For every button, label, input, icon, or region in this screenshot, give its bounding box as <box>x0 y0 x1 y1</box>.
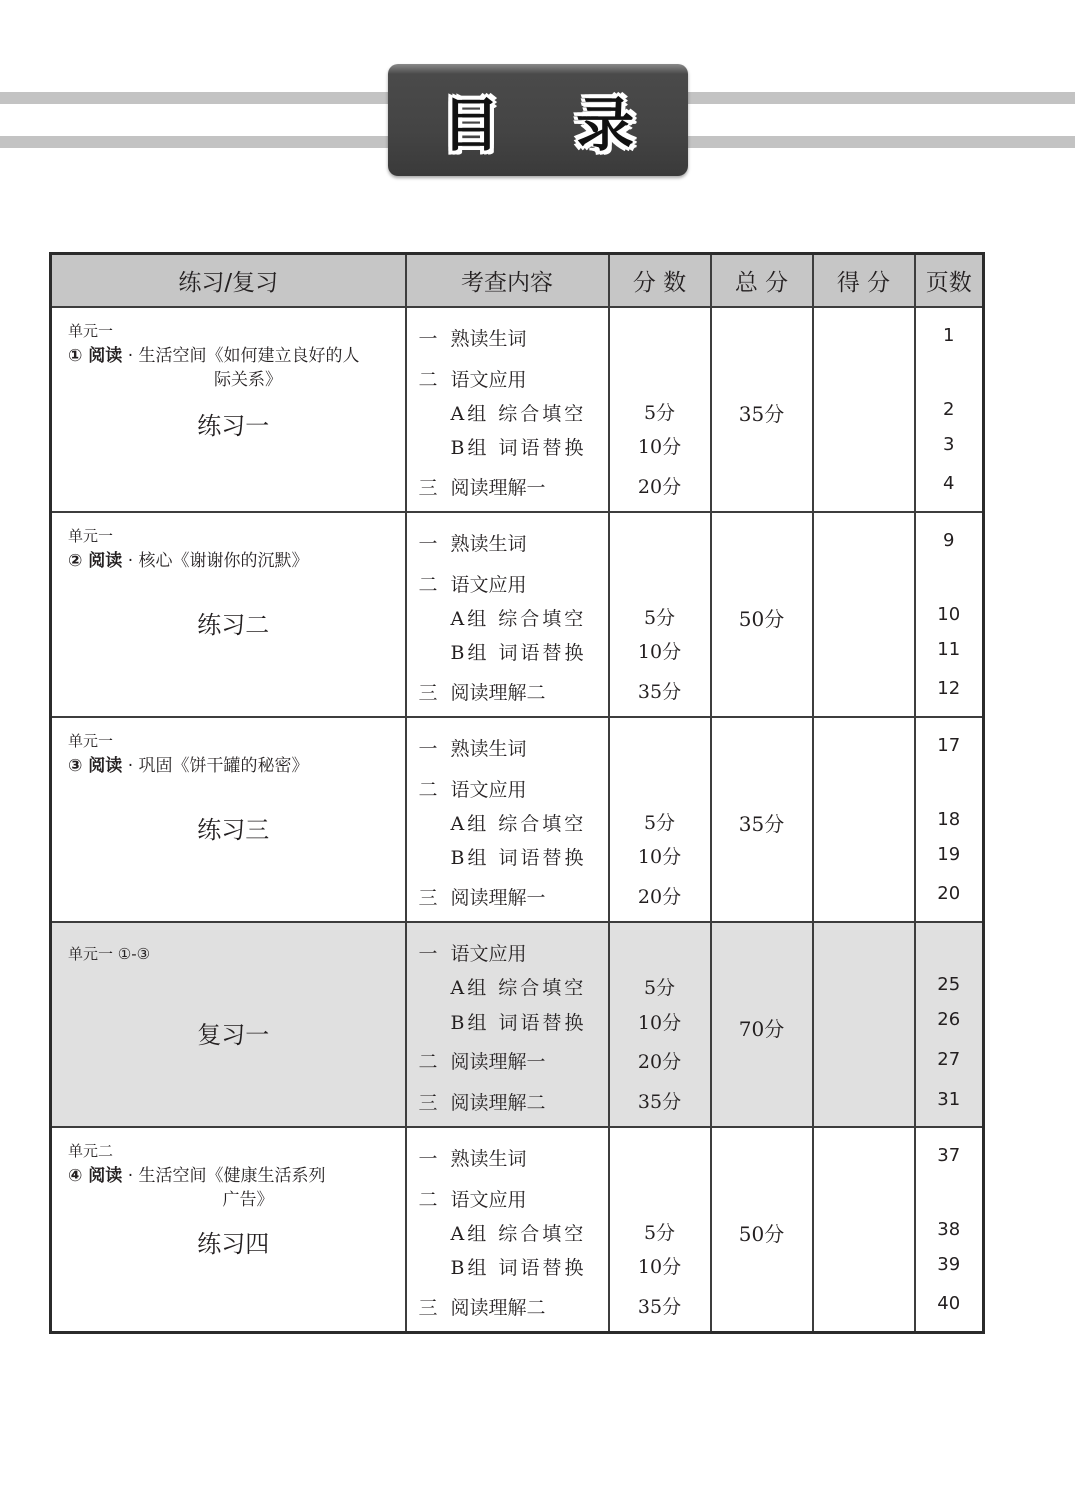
total-score: 35分 <box>738 812 785 836</box>
review-name: 复习一 <box>197 1021 270 1049</box>
page-number: 38 <box>937 1219 961 1240</box>
page-number: 4 <box>943 473 955 494</box>
item-score: 5分 <box>643 977 676 999</box>
item-score: 10分 <box>637 846 682 868</box>
earned-cell[interactable] <box>813 717 915 922</box>
item-label: A组 综合填空 <box>450 403 587 425</box>
page-number: 31 <box>937 1089 961 1110</box>
item-label: 熟读生词 <box>450 738 527 760</box>
reading-label: · 核心 <box>122 551 173 571</box>
page-number: 17 <box>937 735 961 756</box>
contents-table <box>49 252 985 1334</box>
item-number: 一 <box>418 533 438 555</box>
table-row <box>51 512 984 717</box>
item-label: B组 词语替换 <box>450 847 587 869</box>
reading-title: 《如何建立良好的人 <box>206 346 360 366</box>
reading-title-cont: 际关系》 <box>214 370 282 390</box>
item-label: B组 词语替换 <box>450 642 587 664</box>
page-number: 37 <box>937 1145 961 1166</box>
reading-prefix: ③ 阅读 <box>68 756 123 776</box>
reading-prefix: ④ 阅读 <box>68 1166 123 1186</box>
page-number: 25 <box>937 974 961 995</box>
item-number: 三 <box>418 887 438 909</box>
item-score: 10分 <box>637 641 682 663</box>
unit-label: 单元一 <box>68 527 114 545</box>
item-score: 35分 <box>637 1091 682 1113</box>
page-title: 目 录 <box>441 91 663 159</box>
item-score: 5分 <box>643 607 676 629</box>
item-label: 语文应用 <box>450 943 527 965</box>
total-cell <box>711 1127 813 1333</box>
item-label: 阅读理解一 <box>450 1051 546 1073</box>
item-number: 三 <box>418 682 438 704</box>
total-cell <box>711 307 813 512</box>
page-number: 40 <box>937 1293 961 1314</box>
content-cell <box>406 307 609 512</box>
total-score: 50分 <box>738 607 785 631</box>
reading-info <box>68 1164 398 1212</box>
exercise-name: 练习二 <box>197 611 270 639</box>
header-earned: 得 分 <box>813 254 915 308</box>
page-cell <box>915 512 984 717</box>
reading-label: · 生活空间 <box>122 1166 207 1186</box>
header-total: 总 分 <box>711 254 813 308</box>
earned-cell[interactable] <box>813 922 915 1127</box>
total-score: 70分 <box>738 1017 785 1041</box>
page-cell <box>915 717 984 922</box>
page-number: 19 <box>937 844 961 865</box>
item-score: 5分 <box>643 402 676 424</box>
reading-prefix: ① 阅读 <box>68 346 123 366</box>
header-page: 页数 <box>915 254 984 308</box>
earned-cell[interactable] <box>813 1127 915 1333</box>
title-plate <box>388 64 688 176</box>
item-label: 语文应用 <box>450 574 527 596</box>
item-number: 三 <box>418 1092 438 1114</box>
item-label: 阅读理解一 <box>450 477 546 499</box>
page-number: 1 <box>943 325 955 346</box>
item-label: 阅读理解二 <box>450 1092 546 1114</box>
unit-label: 单元一 <box>68 732 114 750</box>
total-cell <box>711 512 813 717</box>
item-score: 5分 <box>643 812 676 834</box>
reading-label: · 巩固 <box>122 756 173 776</box>
item-score: 20分 <box>637 886 682 908</box>
content-cell <box>406 717 609 922</box>
item-label: 熟读生词 <box>450 533 527 555</box>
unit-label: 单元一 ①-③ <box>68 945 151 963</box>
page-cell <box>915 307 984 512</box>
earned-cell[interactable] <box>813 512 915 717</box>
item-score: 35分 <box>637 1296 682 1318</box>
lesson-cell <box>51 512 406 717</box>
item-number: 三 <box>418 1297 438 1319</box>
table-row <box>51 1127 984 1333</box>
unit-label: 单元二 <box>68 1142 114 1160</box>
item-label: 熟读生词 <box>450 1148 527 1170</box>
unit-label: 单元一 <box>68 322 114 340</box>
header-exercise: 练习/复习 <box>51 254 406 308</box>
table-row-review <box>51 922 984 1127</box>
item-label: B组 词语替换 <box>450 1012 587 1034</box>
reading-title: 《健康生活系列 <box>206 1166 326 1186</box>
item-number: 二 <box>418 574 438 596</box>
item-score: 10分 <box>637 436 682 458</box>
header-score: 分 数 <box>609 254 711 308</box>
page-number: 3 <box>943 434 955 455</box>
score-cell <box>609 922 711 1127</box>
score-cell <box>609 512 711 717</box>
page-number: 11 <box>937 639 961 660</box>
page-number: 18 <box>937 809 961 830</box>
page-number: 27 <box>937 1049 961 1070</box>
item-score: 10分 <box>637 1256 682 1278</box>
exercise-name: 练习一 <box>197 412 270 440</box>
item-label: B组 词语替换 <box>450 437 587 459</box>
item-number: 一 <box>418 1148 438 1170</box>
item-number: 二 <box>418 369 438 391</box>
reading-title: 《饼干罐的秘密》 <box>172 756 309 776</box>
exercise-name: 练习四 <box>197 1230 270 1258</box>
item-number: 二 <box>418 1189 438 1211</box>
item-label: 阅读理解二 <box>450 1297 546 1319</box>
item-label: B组 词语替换 <box>450 1257 587 1279</box>
lesson-cell <box>51 307 406 512</box>
item-number: 一 <box>418 738 438 760</box>
page-cell <box>915 1127 984 1333</box>
content-cell <box>406 512 609 717</box>
total-score: 35分 <box>738 402 785 426</box>
lesson-cell <box>51 922 406 1127</box>
page-number: 39 <box>937 1254 961 1275</box>
item-label: A组 综合填空 <box>450 608 587 630</box>
page-number: 12 <box>937 678 961 699</box>
reading-title-cont: 广告》 <box>222 1190 274 1210</box>
item-score: 5分 <box>643 1222 676 1244</box>
item-label: 语文应用 <box>450 779 527 801</box>
page-number: 20 <box>937 883 961 904</box>
table-row <box>51 717 984 922</box>
item-label: 阅读理解一 <box>450 887 546 909</box>
item-score: 35分 <box>637 681 682 703</box>
item-score: 10分 <box>637 1012 682 1034</box>
item-number: 三 <box>418 477 438 499</box>
table-header-row <box>51 254 984 308</box>
page-number: 26 <box>937 1009 961 1030</box>
item-label: A组 综合填空 <box>450 977 587 999</box>
score-cell <box>609 1127 711 1333</box>
item-label: 语文应用 <box>450 1189 527 1211</box>
total-score: 50分 <box>738 1222 785 1246</box>
header-content: 考查内容 <box>406 254 609 308</box>
reading-prefix: ② 阅读 <box>68 551 123 571</box>
item-label: 熟读生词 <box>450 328 527 350</box>
item-label: 阅读理解二 <box>450 682 546 704</box>
total-cell <box>711 717 813 922</box>
reading-info <box>68 344 398 392</box>
exercise-name: 练习三 <box>197 816 270 844</box>
lesson-cell <box>51 717 406 922</box>
item-label: A组 综合填空 <box>450 1223 587 1245</box>
total-cell <box>711 922 813 1127</box>
reading-label: · 生活空间 <box>122 346 207 366</box>
content-cell <box>406 922 609 1127</box>
page-number: 2 <box>943 399 955 420</box>
page-cell <box>915 922 984 1127</box>
item-label: A组 综合填空 <box>450 813 587 835</box>
table-row <box>51 307 984 512</box>
item-score: 20分 <box>637 1051 682 1073</box>
page-number: 9 <box>943 530 955 551</box>
page-number: 10 <box>937 604 961 625</box>
item-number: 一 <box>418 943 438 965</box>
content-cell <box>406 1127 609 1333</box>
reading-info <box>68 549 398 573</box>
item-number: 二 <box>418 1051 438 1073</box>
item-score: 20分 <box>637 476 682 498</box>
lesson-cell <box>51 1127 406 1333</box>
reading-info <box>68 754 398 778</box>
item-label: 语文应用 <box>450 369 527 391</box>
score-cell <box>609 307 711 512</box>
item-number: 二 <box>418 779 438 801</box>
item-number: 一 <box>418 328 438 350</box>
score-cell <box>609 717 711 922</box>
reading-title: 《谢谢你的沉默》 <box>172 551 309 571</box>
earned-cell[interactable] <box>813 307 915 512</box>
